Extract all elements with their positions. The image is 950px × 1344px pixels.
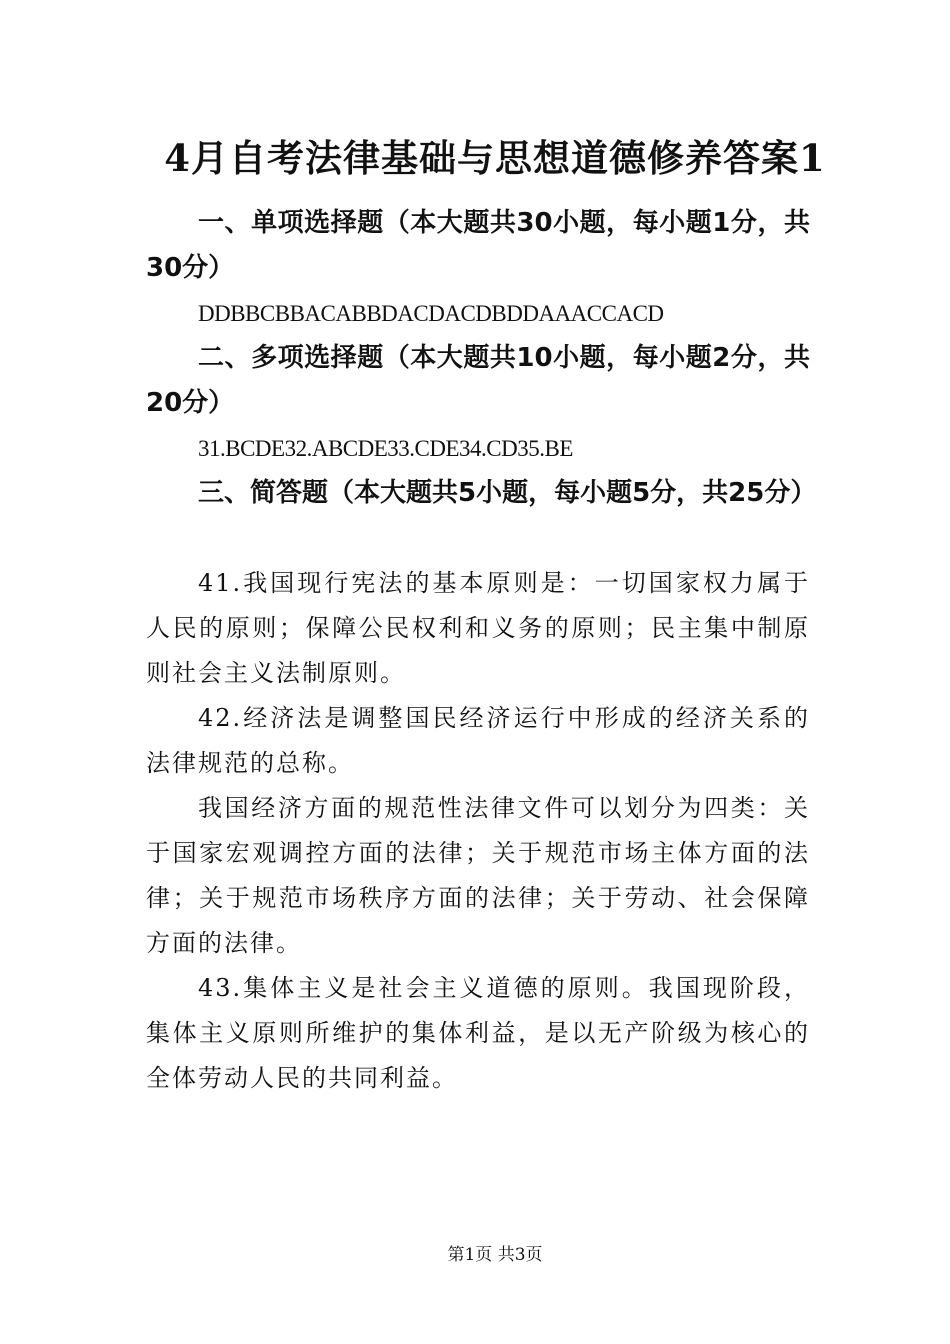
section-heading-single-choice: 一、单项选择题（本大题共30小题，每小题1分，共30分）	[146, 208, 810, 283]
section-heading-short-answer: 三、简答题（本大题共5小题，每小题5分，共25分）	[198, 478, 817, 508]
answer-paragraph-43: 43.集体主义是社会主义道德的原则。我国现阶段，集体主义原则所维护的集体利益，是以无产阶级为核心的全体劳动人民的共同利益。	[146, 974, 810, 1092]
answer-paragraph-42-continued: 我国经济方面的规范性法律文件可以划分为四类：关于国家宏观调控方面的法律；关于规范市场主体方面的法律；关于规范市场秩序方面的法律；关于劳动、社会保障方面的法律。	[146, 794, 810, 957]
document-title: 4月自考法律基础与思想道德修养答案1	[164, 136, 826, 180]
multiple-choice-answers: 31.BCDE32.ABCDE33.CDE34.CD35.BE	[198, 436, 573, 461]
page-number-footer: 第1页 共3页	[447, 1245, 543, 1265]
answer-paragraph-42: 42.经济法是调整国民经济运行中形成的经济关系的法律规范的总称。	[146, 704, 810, 777]
answer-paragraph-41: 41.我国现行宪法的基本原则是：一切国家权力属于人民的原则；保障公民权利和义务的原则；民主集中制原则社会主义法制原则。	[146, 569, 810, 687]
single-choice-answers: DDBBCBBACABBDACDACDBDDAAACCACD	[198, 301, 664, 326]
section-heading-multiple-choice: 二、多项选择题（本大题共10小题，每小题2分，共20分）	[146, 343, 810, 418]
